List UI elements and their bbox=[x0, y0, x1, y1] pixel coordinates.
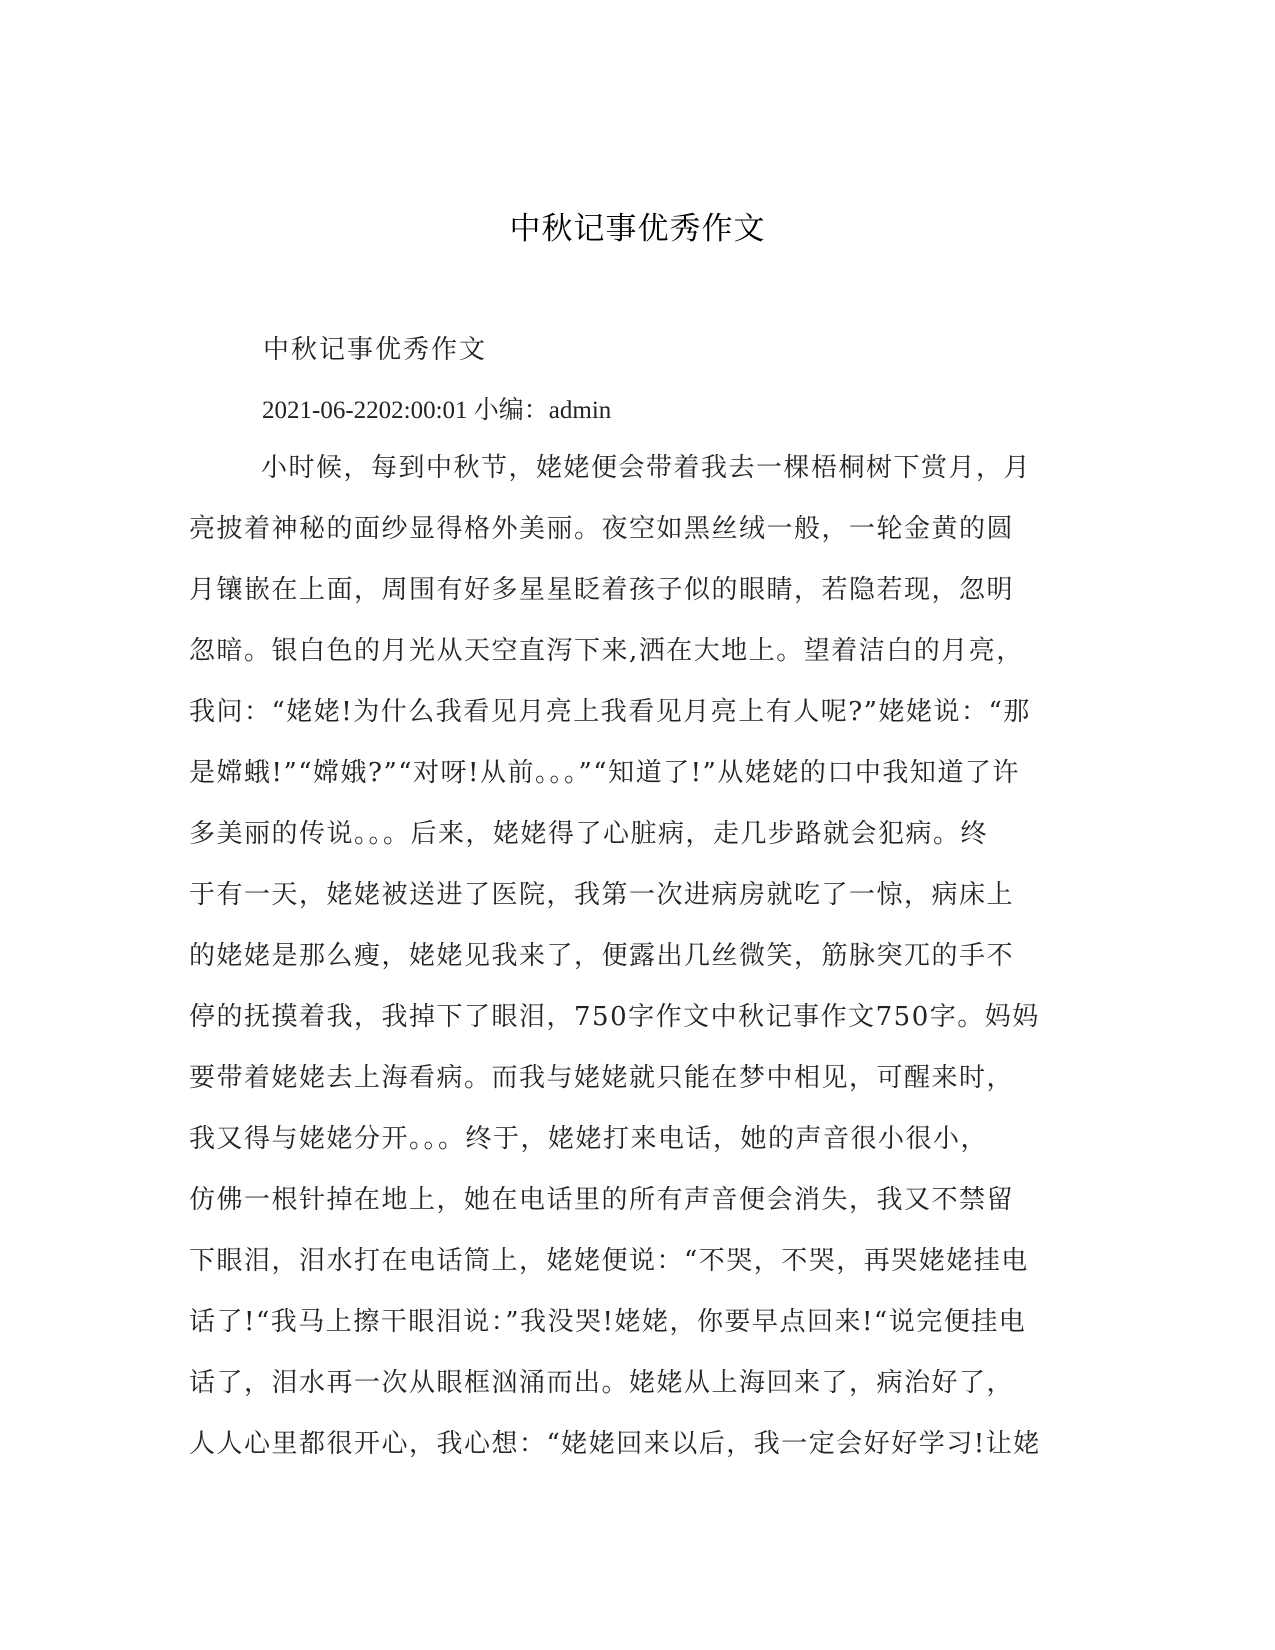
body-line: 月镶嵌在上面，周围有好多星星眨着孩子似的眼睛，若隐若现，忽明 bbox=[189, 575, 1015, 605]
body-line: 仿佛一根针掉在地上，她在电话里的所有声音便会消失，我又不禁留 bbox=[189, 1185, 1015, 1215]
body-line: 要带着姥姥去上海看病。而我与姥姥就只能在梦中相见，可醒来时， bbox=[189, 1063, 1015, 1093]
document-title: 中秋记事优秀作文 bbox=[509, 211, 766, 247]
body-line: 话了，泪水再一次从眼框汹涌而出。姥姥从上海回来了，病治好了， bbox=[189, 1368, 1015, 1398]
body-line: 小时候，每到中秋节，姥姥便会带着我去一棵梧桐树下赏月，月 bbox=[261, 453, 1032, 483]
body-line: 的姥姥是那么瘦，姥姥见我来了，便露出几丝微笑，筋脉突兀的手不 bbox=[189, 941, 1015, 971]
body-line: 忽暗。银白色的月光从天空直泻下来,洒在大地上。望着洁白的月亮， bbox=[189, 636, 1024, 666]
body-line: 下眼泪，泪水打在电话筒上，姥姥便说：“不哭，不哭，再哭姥姥挂电 bbox=[189, 1246, 1029, 1276]
body-line: 我问：“姥姥!为什么我看见月亮上我看见月亮上有人呢?”姥姥说：“那 bbox=[189, 697, 1031, 727]
article-subtitle: 中秋记事优秀作文 bbox=[263, 335, 488, 365]
body-line: 于有一天，姥姥被送进了医院，我第一次进病房就吃了一惊，病床上 bbox=[189, 880, 1015, 910]
body-line: 我又得与姥姥分开。。。终于，姥姥打来电话，她的声音很小很小， bbox=[189, 1124, 989, 1154]
body-line: 人人心里都很开心，我心想：“姥姥回来以后，我一定会好好学习!让姥 bbox=[189, 1429, 1041, 1459]
body-line: 多美丽的传说。。。后来，姥姥得了心脏病，走几步路就会犯病。终 bbox=[189, 819, 989, 849]
body-line: 停的抚摸着我，我掉下了眼泪，750字作文中秋记事作文750字。妈妈 bbox=[189, 1002, 1040, 1032]
body-line: 亮披着神秘的面纱显得格外美丽。夜空如黑丝绒一般，一轮金黄的圆 bbox=[189, 514, 1015, 544]
body-line: 是嫦蛾!”“嫦娥?”“对呀!从前。。。”“知道了!”从姥姥的口中我知道了许 bbox=[189, 758, 1020, 788]
article-meta: 2021-06-2202:00:01 小编：admin bbox=[262, 397, 612, 424]
article-body bbox=[189, 448, 1069, 1485]
body-line: 话了!“我马上擦干眼泪说：”我没哭!姥姥，你要早点回来!“说完便挂电 bbox=[189, 1307, 1027, 1337]
